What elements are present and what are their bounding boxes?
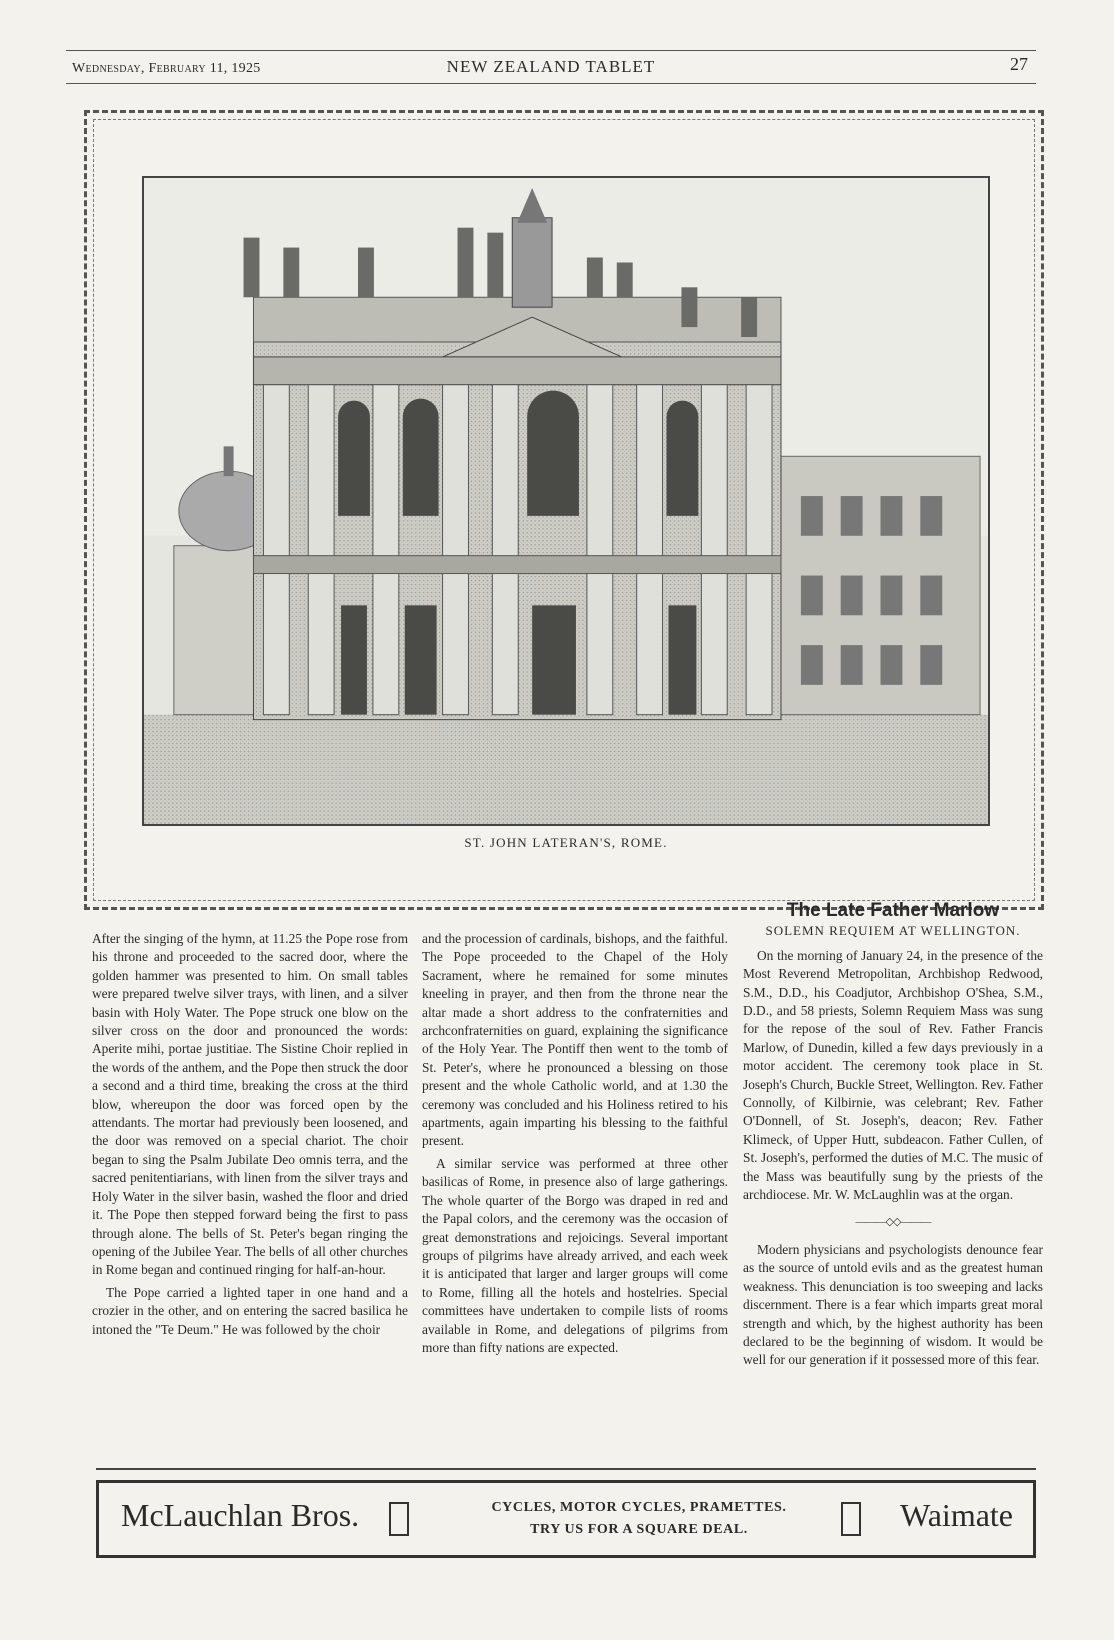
- advert-top-rule: [96, 1468, 1036, 1470]
- ornament-box: [389, 1502, 409, 1536]
- advertiser-town: Waimate: [900, 1497, 1013, 1533]
- article-subtitle: SOLEMN REQUIEM AT WELLINGTON.: [765, 923, 1021, 939]
- ornament-box: [841, 1502, 861, 1536]
- article-column-3: [743, 902, 1043, 1374]
- paragraph: After the singing of the hymn, at 11.25 the Pope rose from his throne and proceeded to the sacred door, where the golden hammer was presented to him. On small tables were prepared twelve silver trays, with linen, and a silver basin with Holy Water. The Pope struck one blow on the silver cross on the door and pronounced the words: Aperite mihi, portae justitiae. The Sistine Choir replied in the words of the anthem, and the Pope then struck the door a second and a third time, breaking the cross at the third blow, whereupon the door was forced open by the attendants. The mortar had previously been loosened, and the door was removed on a special chariot. The choir began to sing the Psalm Jubilate Deo omnis terra, and the sacred penitentiarians, with linen from the silver trays and Holy Water in the silver basin, washed the floor and dried it. The Pope then stepped forward being the first to pass through alone. The bells of St. Peter's began ringing the opening of the Jubilee Year. The bells of all other churches in Rome began and continued ringing for half-an-hour.: [92, 931, 408, 1278]
- paragraph: and the procession of cardinals, bishops, and the faithful. The Pope proceeded to the Chapel of the Holy Sacrament, where he remained for some minutes kneeling in prayer, and then from the throne near the altar made a short address to the confraternities and archconfraternities on guard, explaining the significance of the Holy Year. The Pontiff then went to the tomb of St. Peter's, where he pronounced a blessing on those present and the whole Catholic world, and at 1.30 the ceremony was concluded and his Holiness retired to his apartments, again imparting his blessing to the faithful present.: [422, 931, 728, 1149]
- paragraph: The Pope carried a lighted taper in one hand and a crozier in the other, and on entering the sacred basilica he intoned the "Te Deum." He was followed by the choir: [92, 1284, 408, 1337]
- paragraph: A similar service was performed at three other basilicas of Rome, in presence also of large gatherings. The whole quarter of the Borgo was draped in red and the Papal colors, and the ceremony was the occasion of great demonstrations and rejoicings. Several important groups of pilgrims have already arrived, and each week it is anticipated that larger and larger groups will come to Rome, filling all the hotels and hostelries. Special committees have undertaken to compile lists of rooms available in Rome, and delegations of pilgrims from more than fifty nations are expected.: [422, 1155, 728, 1355]
- advert-line-1: CYCLES, MOTOR CYCLES, PRAMETTES.: [491, 1500, 787, 1515]
- masthead-title: NEW ZEALAND TABLET: [446, 57, 656, 76]
- page-header: [66, 50, 1036, 84]
- page-number: 27: [1010, 54, 1028, 74]
- article-column-2: [422, 930, 728, 1361]
- paragraph: On the morning of January 24, in the presence of the Most Reverend Metropolitan, Archbishop Redwood, S.M., D.D., his Coadjutor, Archbishop O'Shea, S.M., D.D., and 58 priests, Solemn Requiem Mass was sung for the repose of the soul of Rev. Father Francis Marlow, of Dunedin, killed a few days previously in a motor accident. The ceremony took place in St. Joseph's Church, Buckle Street, Wellington. Rev. Father Connolly, of Kilbirnie, was celebrant; Rev. Father O'Donnell, of St. Joseph's, deacon; Rev. Father Klimeck, of Upper Hutt, subdeacon. Father Cullen, of St. Joseph's, performed the duties of M.C. The music of the Mass was beautifully sung by the priests of the archdiocese. Mr. W. McLaughlin was at the organ.: [743, 947, 1043, 1203]
- advert-line-2: TRY US FOR A SQUARE DEAL.: [530, 1522, 748, 1537]
- article-column-1: [92, 930, 408, 1343]
- basilica-illustration: [144, 178, 988, 824]
- photo-caption: ST. JOHN LATERAN'S, ROME.: [464, 835, 668, 850]
- paragraph: Modern physicians and psychologists denounce fear as the source of untold evils and as the greatest human weakness. This denunciation is too sweeping and lacks discernment. There is a fear which imparts great moral strength and which, by the highest authority has been declared to be the beginning of wisdom. It would be well for our generation if it possessed more of this fear.: [743, 1241, 1043, 1368]
- section-divider: ———◇◇———: [855, 1215, 931, 1228]
- article-title: The Late Father Marlow: [786, 900, 1000, 921]
- issue-date: Wednesday, February 11, 1925: [72, 61, 261, 76]
- advert-text: [469, 1497, 809, 1541]
- advertiser-name: McLauchlan Bros.: [121, 1497, 360, 1533]
- basilica-photograph: [142, 176, 990, 826]
- advertisement: [96, 1480, 1036, 1558]
